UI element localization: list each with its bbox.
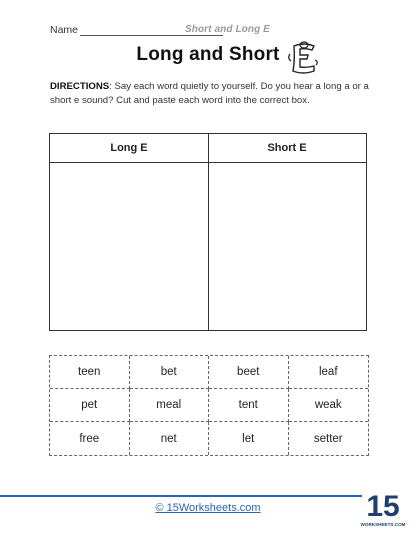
word-card: pet [50,389,130,422]
cut-out-word-grid [49,355,369,456]
logo-number: 15 [366,490,400,523]
word-card: meal [130,389,210,422]
letter-e-mascot-icon [284,40,320,76]
word-card: leaf [289,356,369,389]
footer-divider [0,495,362,497]
footer-link[interactable]: © 15Worksheets.com [155,502,261,514]
word-card: setter [313,432,343,445]
15worksheets-logo-icon [360,486,406,530]
word-card: let [209,422,289,455]
worksheet-tag: Short and Long E [185,24,270,35]
directions-text [50,80,370,108]
short-e-column-header: Short E [267,142,307,154]
word-card: bet [130,356,210,389]
long-e-column-header: Long E [110,142,148,154]
word-card: net [130,422,210,455]
name-field [50,24,78,36]
name-label: Name [50,24,79,36]
word-card: tent [209,389,289,422]
logo-caption: WORKSHEETS.COM [360,522,406,527]
word-card: free [50,422,130,455]
directions-label: DIRECTIONS [50,81,110,92]
word-card: beet [209,356,289,389]
name-write-line [80,35,223,36]
directions-body: : Say each word quietly to yourself. Do you hear a long a or a short e sound? Cut and paste each word into the correct box. [50,81,369,106]
word-card: teen [50,356,130,389]
sorting-table [49,133,367,331]
page-title: Long and Short [136,44,280,65]
column-divider [208,134,209,330]
word-card: weak [289,389,369,422]
